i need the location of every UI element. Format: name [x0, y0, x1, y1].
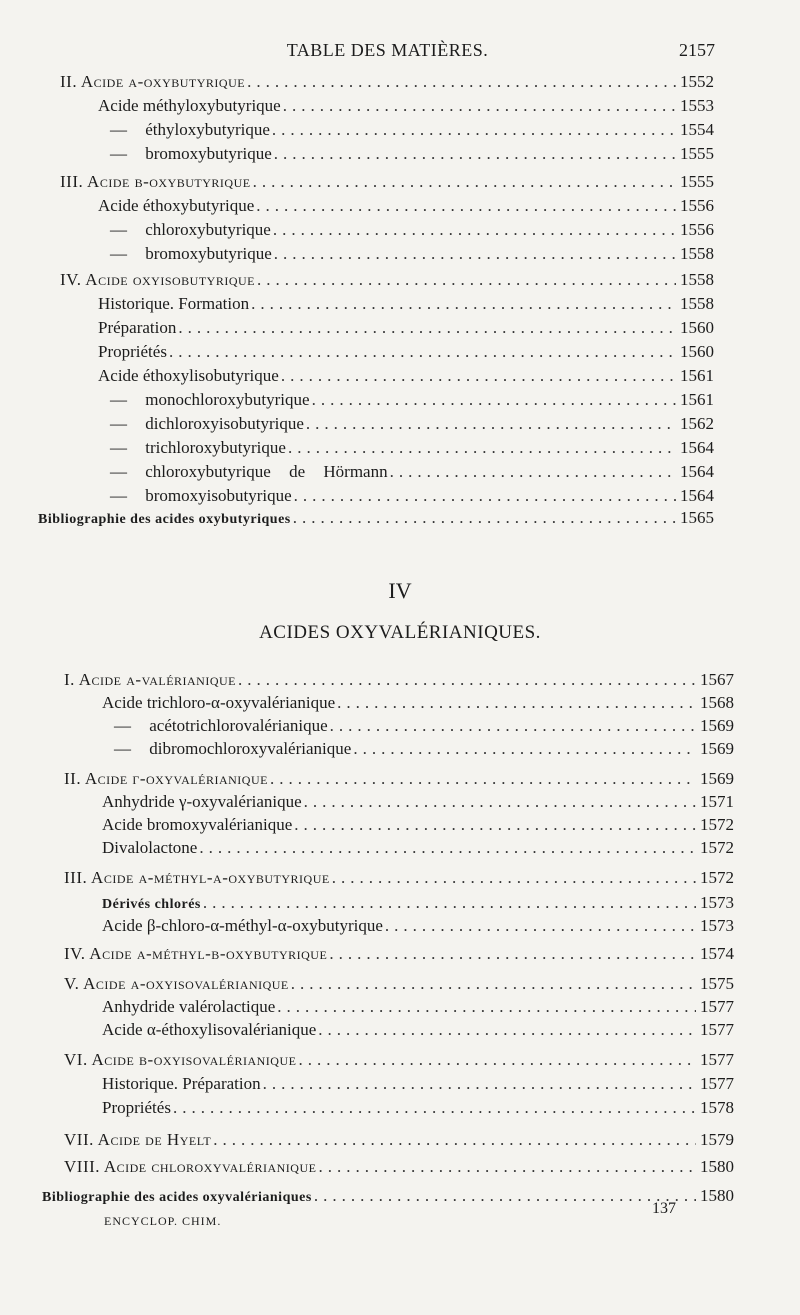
leader-dots	[306, 414, 676, 434]
part-title: ACIDES OXYVALÉRIANIQUES.	[259, 622, 541, 643]
toc-entry	[64, 769, 734, 789]
toc-entry-label: III. Acide β-oxybutyrique	[60, 172, 251, 191]
toc-entry-page: 1560	[680, 342, 714, 361]
toc-entry-label: — dichloroxyisobutyrique	[110, 414, 304, 433]
toc-entry-label: — chloroxybutyrique	[110, 220, 271, 239]
toc-entry-page: 1555	[680, 144, 714, 163]
toc-entry-page: 1577	[700, 1020, 734, 1039]
toc-entry-label: — bromoxyisobutyrique	[110, 486, 292, 505]
toc-entry	[64, 1050, 734, 1070]
toc-entry	[64, 670, 734, 690]
toc-entry-label: VI. Acide β-oxyisovalérianique	[64, 1050, 297, 1069]
toc-entry-label: Anhydride valérolactique	[102, 997, 276, 1016]
toc-entry	[60, 270, 714, 290]
toc-entry-label: Dérivés chlorés	[102, 897, 201, 912]
leader-dots	[238, 670, 696, 690]
toc-entry-page: 1580	[700, 1157, 734, 1176]
page-number: 2157	[679, 40, 715, 60]
toc-entry-page: 1569	[700, 769, 734, 788]
leader-dots	[298, 1050, 696, 1070]
toc-entry	[60, 72, 714, 92]
leader-dots	[304, 792, 696, 812]
page-header	[60, 40, 715, 64]
toc-entry	[102, 1098, 734, 1118]
leader-dots	[318, 1020, 696, 1040]
leader-dots	[203, 893, 696, 913]
toc-entry-label: I. Acide α-valérianique	[64, 670, 237, 689]
toc-entry	[98, 342, 714, 362]
toc-entry	[110, 414, 714, 434]
toc-entry-page: 1554	[680, 120, 714, 139]
toc-entry	[102, 997, 734, 1017]
toc-entry-page: 1569	[700, 716, 734, 735]
toc-entry-page: 1572	[700, 815, 734, 834]
toc-entry	[114, 716, 734, 736]
leader-dots	[273, 220, 676, 240]
leader-dots	[353, 739, 696, 759]
leader-dots	[294, 486, 676, 506]
toc-entry-label: — éthyloxybutyrique	[110, 120, 270, 139]
leader-dots	[281, 366, 676, 386]
toc-entry	[110, 462, 714, 482]
toc-entry-page: 1558	[680, 294, 714, 313]
toc-entry-page: 1561	[680, 366, 714, 385]
toc-entry-page: 1569	[700, 739, 734, 758]
toc-entry-label: III. Acide α-méthyl-α-oxybutyrique	[64, 868, 330, 887]
toc-entry-label: IV. Acide oxyisobutyrique	[60, 270, 255, 289]
toc-entry-label: — monochloroxybutyrique	[110, 390, 310, 409]
leader-dots	[332, 868, 696, 888]
leader-dots	[390, 462, 676, 482]
toc-entry-label: Acide éthoxylisobutyrique	[98, 366, 279, 385]
toc-entry-page: 1574	[700, 944, 734, 963]
leader-dots	[293, 508, 676, 528]
toc-entry-label: Bibliographie des acides oxyvalérianiques	[42, 1190, 312, 1205]
toc-entry-page: 1577	[700, 1074, 734, 1093]
toc-entry-label: Acide bromoxyvalérianique	[102, 815, 293, 834]
toc-entry-label: Propriétés	[102, 1098, 171, 1117]
leader-dots	[251, 294, 676, 314]
toc-entry-label: Bibliographie des acides oxybutyriques	[38, 512, 291, 527]
toc-entry	[102, 838, 734, 858]
toc-entry-page: 1564	[680, 462, 714, 481]
toc-entry	[102, 1074, 734, 1094]
toc-entry-page: 1556	[680, 220, 714, 239]
leader-dots	[257, 270, 676, 290]
toc-entry-page: 1562	[680, 414, 714, 433]
toc-entry-page: 1580	[700, 1186, 734, 1205]
toc-entry-label: VIII. Acide chloroxyvalérianique	[64, 1157, 317, 1176]
leader-dots	[247, 72, 676, 92]
toc-entry-page: 1579	[700, 1130, 734, 1149]
toc-entry-page: 1553	[680, 96, 714, 115]
toc-entry	[110, 438, 714, 458]
toc-entry-page: 1567	[700, 670, 734, 689]
toc-entry-page: 1578	[700, 1098, 734, 1117]
toc-entry-page: 1568	[700, 693, 734, 712]
toc-entry	[98, 196, 714, 216]
toc-entry	[102, 893, 734, 915]
toc-entry-page: 1571	[700, 792, 734, 811]
leader-dots	[274, 244, 676, 264]
toc-entry-label: — acétotrichlorovalérianique	[114, 716, 328, 735]
toc-entry-page: 1561	[680, 390, 714, 409]
leader-dots	[169, 342, 676, 362]
toc-entry	[98, 96, 714, 116]
toc-entry-page: 1552	[680, 72, 714, 91]
toc-entry	[64, 1157, 734, 1177]
leader-dots	[314, 1186, 696, 1206]
toc-entry-page: 1565	[680, 508, 714, 527]
toc-entry-label: Anhydride γ-oxyvalérianique	[102, 792, 302, 811]
toc-entry	[60, 172, 714, 192]
leader-dots	[312, 390, 676, 410]
toc-entry-page: 1558	[680, 244, 714, 263]
toc-entry	[64, 868, 734, 888]
toc-entry-label: Divalolactone	[102, 838, 198, 857]
leader-dots	[274, 144, 676, 164]
toc-entry	[110, 244, 714, 264]
toc-entry	[98, 294, 714, 314]
leader-dots	[385, 916, 696, 936]
toc-entry	[102, 815, 734, 835]
leader-dots	[318, 1157, 696, 1177]
toc-entry	[64, 944, 734, 964]
leader-dots	[288, 438, 676, 458]
leader-dots	[330, 716, 696, 736]
leader-dots	[178, 318, 676, 338]
toc-entry-label: — trichloroxybutyrique	[110, 438, 286, 457]
toc-entry-page: 1572	[700, 868, 734, 887]
leader-dots	[199, 838, 696, 858]
toc-entry-label: VII. Acide de Hyelt	[64, 1130, 212, 1149]
leader-dots	[291, 974, 696, 994]
toc-entry-label: Acide méthyloxybutyrique	[98, 96, 281, 115]
leader-dots	[283, 96, 676, 116]
toc-entry-label: — bromoxybutyrique	[110, 144, 272, 163]
toc-entry-label: II. Acide α-oxybutyrique	[60, 72, 246, 91]
leader-dots	[294, 815, 696, 835]
toc-entry	[110, 220, 714, 240]
toc-entry	[110, 390, 714, 410]
toc-entry	[64, 974, 734, 994]
toc-entry-label: II. Acide γ-oxyvalérianique	[64, 769, 268, 788]
toc-entry-page: 1572	[700, 838, 734, 857]
toc-entry-page: 1575	[700, 974, 734, 993]
toc-entry-label: Préparation	[98, 318, 177, 337]
toc-entry	[98, 318, 714, 338]
leader-dots	[272, 120, 676, 140]
toc-entry-label: — bromoxybutyrique	[110, 244, 272, 263]
toc-entry-page: 1577	[700, 997, 734, 1016]
toc-entry	[102, 693, 734, 713]
toc-entry-label: Acide β-chloro-α-méthyl-α-oxybutyrique	[102, 916, 383, 935]
toc-entry	[110, 486, 714, 506]
toc-entry	[102, 1020, 734, 1040]
leader-dots	[337, 693, 696, 713]
toc-entry	[102, 792, 734, 812]
toc-entry-label: Historique. Préparation	[102, 1074, 261, 1093]
toc-entry-page: 1573	[700, 916, 734, 935]
toc-entry-label: V. Acide α-oxyisovalérianique	[64, 974, 289, 993]
signature-mark: 137	[652, 1200, 676, 1217]
toc-entry-label: Acide trichloro-α-oxyvalérianique	[102, 693, 336, 712]
toc-entry	[114, 739, 734, 759]
toc-entry-label: Propriétés	[98, 342, 167, 361]
toc-entry-label: — chloroxybutyrique de Hörmann	[110, 462, 388, 481]
toc-entry-page: 1560	[680, 318, 714, 337]
leader-dots	[256, 196, 676, 216]
toc-entry-label: Acide éthoxybutyrique	[98, 196, 255, 215]
toc-entry-label: IV. Acide α-méthyl-β-oxybutyrique	[64, 944, 328, 963]
running-title: TABLE DES MATIÈRES.	[286, 40, 489, 60]
leader-dots	[270, 769, 696, 789]
leader-dots	[173, 1098, 696, 1118]
toc-entry	[102, 916, 734, 936]
toc-entry-page: 1555	[680, 172, 714, 191]
leader-dots	[263, 1074, 696, 1094]
toc-entry	[110, 120, 714, 140]
footer-label: ENCYCLOP. CHIM.	[104, 1214, 222, 1228]
toc-entry-page: 1558	[680, 270, 714, 289]
part-number: IV	[388, 578, 412, 603]
toc-entry-page: 1573	[700, 893, 734, 912]
toc-entry-page: 1577	[700, 1050, 734, 1069]
leader-dots	[253, 172, 676, 192]
toc-entry-label: — dibromochloroxyvalérianique	[114, 739, 352, 758]
toc-entry-label: Acide α-éthoxylisovalérianique	[102, 1020, 317, 1039]
toc-entry	[110, 144, 714, 164]
leader-dots	[277, 997, 696, 1017]
toc-entry	[64, 1130, 734, 1150]
leader-dots	[213, 1130, 696, 1150]
toc-entry	[98, 366, 714, 386]
toc-entry-page: 1564	[680, 486, 714, 505]
leader-dots	[329, 944, 696, 964]
toc-entry	[38, 508, 714, 530]
toc-entry-page: 1556	[680, 196, 714, 215]
toc-entry-label: Historique. Formation	[98, 294, 250, 313]
toc-entry-page: 1564	[680, 438, 714, 457]
toc-entry	[42, 1186, 734, 1208]
